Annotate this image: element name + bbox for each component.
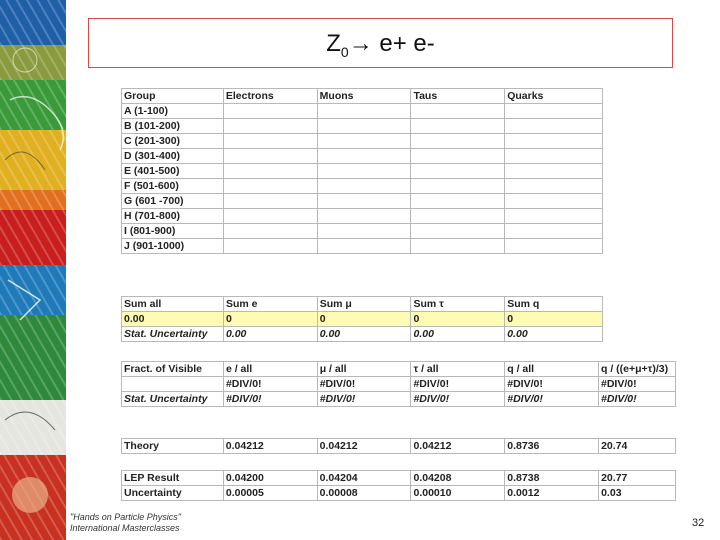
table-cell[interactable] [317, 179, 411, 194]
table-cell: #DIV/0! [505, 377, 599, 392]
header-cell: Sum e [223, 297, 317, 312]
table-cell: 0.00005 [223, 486, 317, 501]
table-cell: 0.8738 [505, 471, 599, 486]
table-cell: 0.04200 [223, 471, 317, 486]
table-cell: 0.04212 [223, 439, 317, 454]
group-label: A (1-100) [122, 104, 224, 119]
sum-table [121, 296, 603, 342]
fraction-table-header [122, 362, 676, 377]
group-label: G (601 -700) [122, 194, 224, 209]
table-row [122, 239, 603, 254]
table-cell: 0.00010 [411, 486, 505, 501]
table-cell[interactable] [223, 119, 317, 134]
footer-credits [70, 512, 181, 534]
table-cell[interactable] [505, 209, 603, 224]
table-cell: 20.74 [599, 439, 676, 454]
fraction-table [121, 361, 676, 407]
table-cell: 0.04212 [411, 439, 505, 454]
table-cell[interactable] [505, 134, 603, 149]
table-cell[interactable] [317, 104, 411, 119]
table-row [122, 104, 603, 119]
table-cell[interactable] [411, 119, 505, 134]
table-cell: #DIV/0! [411, 392, 505, 407]
lep-uncertainty-row [122, 486, 676, 501]
table-cell[interactable] [317, 194, 411, 209]
lep-result-row [122, 471, 676, 486]
slide-title [88, 18, 673, 68]
sum-table-header [122, 297, 603, 312]
table-cell: 0.00008 [317, 486, 411, 501]
table-cell[interactable] [223, 179, 317, 194]
table-cell[interactable] [223, 149, 317, 164]
table-cell: #DIV/0! [599, 392, 676, 407]
title-subscript: 0 [340, 43, 349, 60]
table-cell: 0.00 [505, 327, 603, 342]
table-cell: #DIV/0! [505, 392, 599, 407]
table-row [122, 224, 603, 239]
table-cell: 0.00 [122, 312, 224, 327]
fraction-values-row [122, 377, 676, 392]
table-cell[interactable] [317, 239, 411, 254]
table-cell[interactable] [223, 194, 317, 209]
table-cell[interactable] [411, 194, 505, 209]
page-number: 32 [692, 517, 705, 529]
header-cell: Fract. of Visible [122, 362, 224, 377]
title-rest: e+ e- [372, 30, 435, 57]
table-row [122, 194, 603, 209]
header-cell: e / all [223, 362, 317, 377]
table-cell: Theory [122, 439, 224, 454]
group-label: D (301-400) [122, 149, 224, 164]
table-cell[interactable] [223, 134, 317, 149]
table-cell[interactable] [317, 209, 411, 224]
table-cell[interactable] [317, 149, 411, 164]
table-cell[interactable] [411, 209, 505, 224]
group-label: J (901-1000) [122, 239, 224, 254]
table-cell: Uncertainty [122, 486, 224, 501]
header-cell: Sum all [122, 297, 224, 312]
header-cell: μ / all [317, 362, 411, 377]
group-table-header [122, 89, 603, 104]
header-cell: q / ((e+μ+τ)/3) [599, 362, 676, 377]
table-cell[interactable] [505, 104, 603, 119]
header-cell: Electrons [223, 89, 317, 104]
table-row [122, 149, 603, 164]
table-cell[interactable] [411, 149, 505, 164]
table-cell: 0.00 [317, 327, 411, 342]
table-cell[interactable] [317, 224, 411, 239]
table-cell: #DIV/0! [223, 392, 317, 407]
table-cell[interactable] [411, 104, 505, 119]
header-cell: Sum q [505, 297, 603, 312]
table-cell: #DIV/0! [223, 377, 317, 392]
table-cell: 0 [317, 312, 411, 327]
table-cell: 20.77 [599, 471, 676, 486]
table-cell[interactable] [505, 194, 603, 209]
table-cell[interactable] [411, 224, 505, 239]
table-cell: 0.00 [411, 327, 505, 342]
table-cell: 0 [411, 312, 505, 327]
table-cell: LEP Result [122, 471, 224, 486]
table-cell: Stat. Uncertainty [122, 392, 224, 407]
header-cell: Muons [317, 89, 411, 104]
table-cell: #DIV/0! [317, 392, 411, 407]
table-cell: 0.04208 [411, 471, 505, 486]
header-cell: Taus [411, 89, 505, 104]
group-label: B (101-200) [122, 119, 224, 134]
table-cell: 0 [505, 312, 603, 327]
group-label: C (201-300) [122, 134, 224, 149]
table-cell[interactable] [223, 239, 317, 254]
header-cell: q / all [505, 362, 599, 377]
theory-table [121, 438, 676, 454]
table-row [122, 134, 603, 149]
table-cell: 0.03 [599, 486, 676, 501]
table-cell[interactable] [505, 179, 603, 194]
table-cell[interactable] [317, 119, 411, 134]
decorative-side-strip [0, 0, 66, 540]
table-cell[interactable] [223, 224, 317, 239]
table-cell[interactable] [505, 224, 603, 239]
table-cell: 0 [223, 312, 317, 327]
fraction-uncertainty-row [122, 392, 676, 407]
table-cell[interactable] [505, 119, 603, 134]
table-cell: #DIV/0! [599, 377, 676, 392]
arrow-icon: → [348, 30, 373, 57]
table-row [122, 209, 603, 224]
table-cell: 0.04204 [317, 471, 411, 486]
sum-uncertainty-row [122, 327, 603, 342]
sum-values-row [122, 312, 603, 327]
group-label: H (701-800) [122, 209, 224, 224]
table-cell[interactable] [317, 134, 411, 149]
header-cell: Quarks [505, 89, 603, 104]
header-cell: Sum μ [317, 297, 411, 312]
table-cell[interactable] [223, 209, 317, 224]
table-cell: 0.8736 [505, 439, 599, 454]
lep-table [121, 470, 676, 501]
theory-row [122, 439, 676, 454]
table-cell [122, 377, 224, 392]
header-cell: τ / all [411, 362, 505, 377]
table-cell[interactable] [411, 164, 505, 179]
header-cell: Sum τ [411, 297, 505, 312]
table-cell: #DIV/0! [411, 377, 505, 392]
table-cell[interactable] [505, 164, 603, 179]
group-label: F (501-600) [122, 179, 224, 194]
table-cell[interactable] [411, 239, 505, 254]
table-cell: 0.00 [223, 327, 317, 342]
table-cell[interactable] [223, 104, 317, 119]
group-label: E (401-500) [122, 164, 224, 179]
header-cell: Group [122, 89, 224, 104]
table-cell: #DIV/0! [317, 377, 411, 392]
credit-line-1: "Hands on Particle Physics" [70, 512, 181, 522]
table-row [122, 119, 603, 134]
credit-line-2: International Masterclasses [70, 523, 180, 533]
title-main: Z [326, 30, 341, 57]
table-cell[interactable] [317, 164, 411, 179]
table-cell[interactable] [411, 179, 505, 194]
group-label: I (801-900) [122, 224, 224, 239]
table-row [122, 164, 603, 179]
table-cell[interactable] [223, 164, 317, 179]
table-row [122, 179, 603, 194]
table-cell[interactable] [411, 134, 505, 149]
table-cell[interactable] [505, 149, 603, 164]
group-table [121, 88, 603, 254]
table-cell: 0.04212 [317, 439, 411, 454]
table-cell: Stat. Uncertainty [122, 327, 224, 342]
table-cell: 0.0012 [505, 486, 599, 501]
table-cell[interactable] [505, 239, 603, 254]
strip-sketch-lines [0, 0, 66, 540]
